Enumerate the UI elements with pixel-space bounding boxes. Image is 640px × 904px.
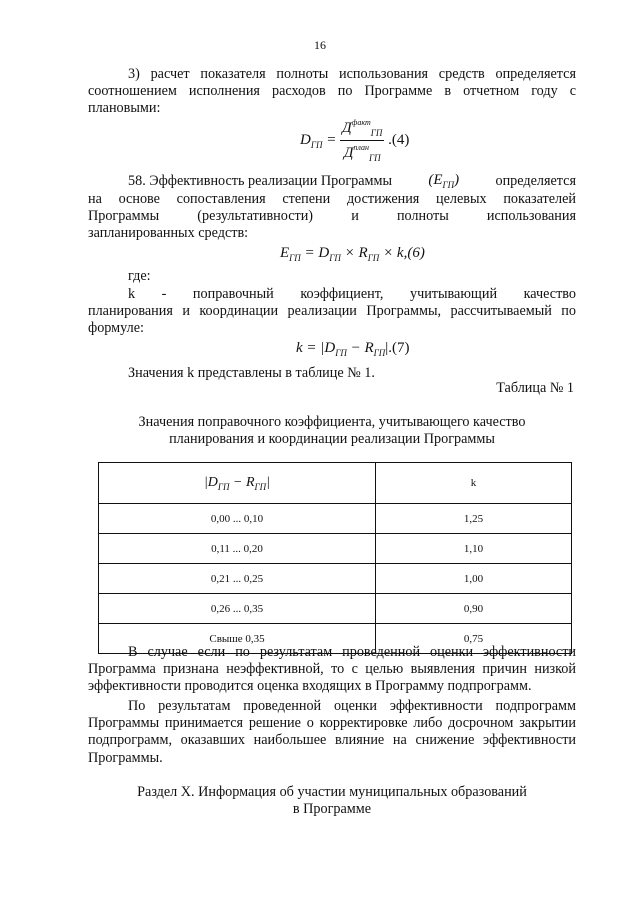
- item58-word-3: и: [351, 208, 359, 224]
- table-header-row: [99, 463, 572, 504]
- table-cell-k: 0,90: [376, 594, 572, 624]
- item58-symbol-letter: E: [433, 172, 443, 188]
- item58-word-1: Программы: [88, 208, 160, 224]
- item58-word-2: (результативности): [197, 208, 314, 224]
- formula4-denominator: [340, 141, 384, 163]
- header-left-c: |: [266, 474, 271, 490]
- formula4-lhs-sub: ГП: [310, 139, 323, 150]
- item58-line1-a: 58. Эффективность реализации Программы: [128, 172, 393, 189]
- table-cell-k: 1,00: [376, 564, 572, 594]
- formula4-equals: =: [326, 131, 337, 148]
- formula4-tag: .(4): [388, 131, 410, 148]
- header-left-b: − R: [229, 474, 255, 490]
- table-title-line2: планирования и координации реализации Программы: [169, 431, 495, 447]
- paragraph-ineffective: В случае если по результатам проведенной оценки эффективности Программа признана неэффективной, то с целью выявления причин низкой эффективности проводится оценка входящих в Программу подпрограмм.: [88, 644, 576, 695]
- table-row: [99, 534, 572, 564]
- table-row: [99, 564, 572, 594]
- table-cell-range: 0,21 ... 0,25: [99, 564, 376, 594]
- formula6-sub-a: ГП: [289, 253, 301, 263]
- k-definition-line1: [128, 286, 576, 303]
- formula6-sub-b: ГП: [329, 253, 341, 263]
- paragraph-results: По результатам проведенной оценки эффективности подпрограмм Программы принимается решение о корректировке либо досрочном закрытии подпрограмм, оказавших наибольшее влияние на снижение эффективности Программы.: [88, 698, 576, 766]
- coefficient-table: [98, 462, 572, 654]
- item58-word-4: полноты: [396, 208, 449, 224]
- page-number: 16: [314, 38, 326, 52]
- item58-word-5: использования: [486, 208, 576, 224]
- item58-symbol: $(E_{ГП})$: [428, 172, 460, 190]
- k-def-word-4: коэффициент,: [300, 286, 384, 302]
- k-def-word-3: поправочный: [192, 286, 274, 302]
- k-def-word-1: k: [128, 286, 136, 302]
- formula6-b: = D: [300, 245, 330, 261]
- item58-symbol-sub: ГП: [442, 180, 455, 190]
- table-cell-range: Свыше 0,35: [99, 624, 376, 654]
- table-header-deviation: [99, 463, 376, 504]
- formula-4: [300, 118, 409, 163]
- formula-7: [296, 340, 410, 358]
- header-left-a: |D: [203, 474, 218, 490]
- k-def-word-2: -: [161, 286, 167, 302]
- k-definition-rest: планирования и координации реализации Программы, рассчитываемый по формуле:: [88, 303, 576, 337]
- formula4-den-symbol: Д: [343, 145, 354, 161]
- formula7-tag: |.(7): [385, 340, 410, 356]
- k-def-word-5: учитывающий: [409, 286, 498, 302]
- formula6-d: × k,(6): [379, 245, 425, 261]
- formula-6: [280, 245, 425, 263]
- table-row: [99, 504, 572, 534]
- table-cell-k: 0,75: [376, 624, 572, 654]
- formula4-num-sub: ГП: [370, 128, 383, 138]
- formula6-a: E: [280, 245, 290, 261]
- table-intro: Значения k представлены в таблице № 1.: [128, 365, 375, 381]
- formula4-den-sup: план: [353, 143, 369, 152]
- item58-line1-b: определяется: [495, 172, 576, 189]
- formula4-lhs: D: [300, 131, 311, 148]
- header-left-sub1: ГП: [217, 481, 230, 492]
- table-cell-range: 0,26 ... 0,35: [99, 594, 376, 624]
- formula7-lhs: k = |D: [296, 340, 336, 356]
- formula4-num-sup: факт: [351, 118, 371, 127]
- formula4-num-symbol: Д: [342, 120, 352, 136]
- formula6-c: × R: [340, 245, 368, 261]
- formula4-fraction: [340, 118, 384, 163]
- table-cell-range: 0,11 ... 0,20: [99, 534, 376, 564]
- formula7-mid: − R: [346, 340, 374, 356]
- formula6-sub-c: ГП: [367, 253, 380, 263]
- item58-line4: запланированных средств:: [88, 225, 249, 241]
- table-cell-k: 1,25: [376, 504, 572, 534]
- table-row: [99, 594, 572, 624]
- formula7-sub1: ГП: [335, 348, 347, 358]
- formula7-sub2: ГП: [373, 348, 386, 358]
- table-title-line1: Значения поправочного коэффициента, учитывающего качество: [138, 414, 526, 430]
- formula4-numerator: [340, 118, 384, 141]
- k-def-word-6: качество: [523, 286, 576, 302]
- item58-line2: на основе сопоставления степени достижения целевых показателей: [88, 191, 576, 207]
- item3-paragraph: 3) расчет показателя полноты использования средств определяется соотношением исполнения расходов по Программе в отчетном году с плановыми:: [88, 66, 576, 117]
- table-cell-k: 1,10: [376, 534, 572, 564]
- item58-line3: [88, 208, 576, 225]
- formula4-den-sub: ГП: [368, 153, 381, 163]
- header-left-sub2: ГП: [254, 481, 267, 492]
- table-header-k: k: [376, 463, 572, 504]
- table-label: Таблица № 1: [496, 380, 574, 396]
- section-title-line2: в Программе: [292, 801, 372, 817]
- where-label: где:: [128, 268, 151, 284]
- item58-line1: [128, 172, 576, 190]
- table-cell-range: 0,00 ... 0,10: [99, 504, 376, 534]
- section-title-line1: Раздел X. Информация об участии муниципальных образований: [137, 784, 527, 800]
